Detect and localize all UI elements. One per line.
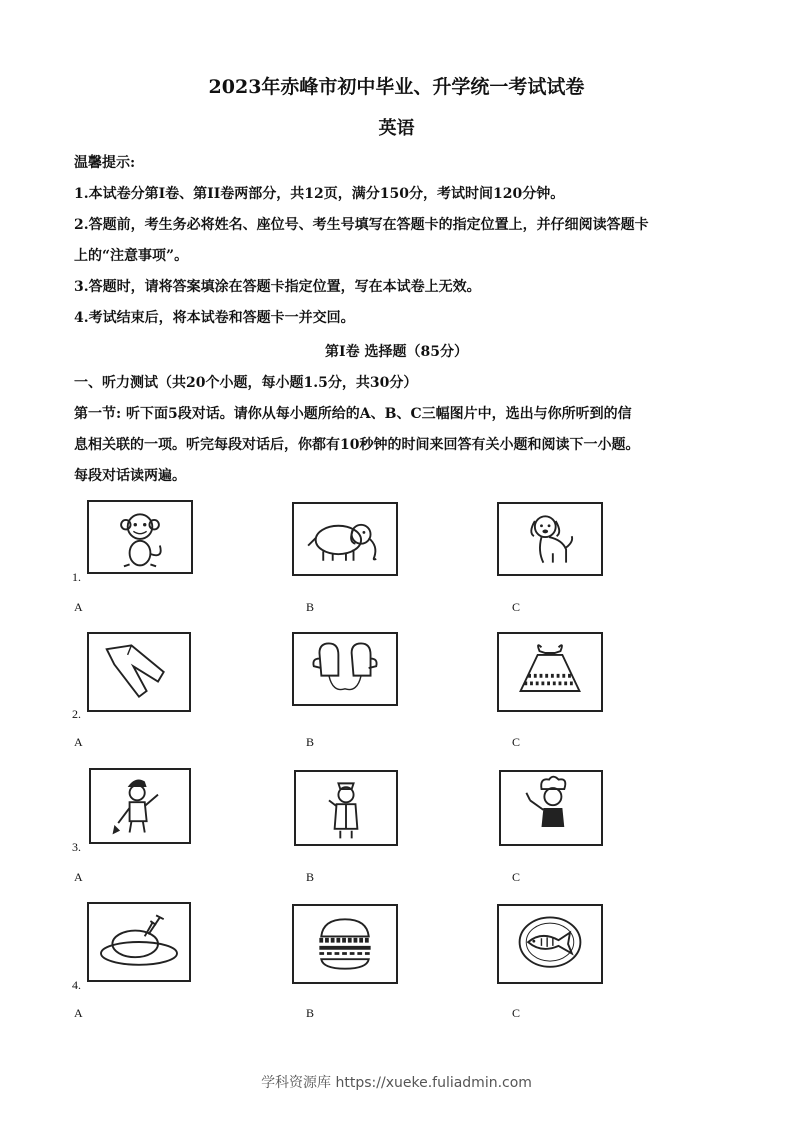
monkey-picture[interactable] [87, 500, 193, 574]
dog-icon [499, 504, 601, 574]
exam-title: 2023年赤峰市初中毕业、升学统一考试试卷 [208, 76, 585, 98]
dog-picture[interactable] [497, 502, 603, 576]
notice-item: 1.本试卷分第I卷、第II卷两部分，共12页，满分150分，考试时间120分钟。 [74, 186, 565, 202]
option-label[interactable]: A [74, 1006, 83, 1020]
option-label[interactable]: C [512, 735, 521, 749]
trousers-icon [89, 634, 189, 710]
skirt-picture[interactable] [497, 632, 603, 712]
notice-heading: 温馨提示: [74, 155, 136, 171]
question-number: 4. [72, 978, 81, 992]
footer-watermark: 学科资源库 https://xueke.fuliadmin.com [261, 1075, 532, 1091]
notice-item: 4.考试结束后，将本试卷和答题卡一并交回。 [74, 310, 355, 326]
monkey-icon [89, 502, 191, 572]
worker-icon [91, 770, 189, 842]
notice-item: 2.答题前，考生务必将姓名、座位号、考生号填写在答题卡的指定位置上，并仔细阅读答题卡 [74, 217, 649, 233]
worker-picture[interactable] [89, 768, 191, 844]
elephant-icon [294, 504, 396, 574]
instruction-line: 每段对话读两遍。 [74, 468, 186, 484]
chicken-picture[interactable] [87, 902, 191, 982]
hamburger-icon [294, 906, 396, 982]
trousers-picture[interactable] [87, 632, 191, 712]
option-label[interactable]: A [74, 870, 83, 884]
option-label[interactable]: B [306, 1006, 315, 1020]
elephant-picture[interactable] [292, 502, 398, 576]
instruction-line: 息相关联的一项。听完每段对话后，你都有10秒钟的时间来回答有关小题和阅读下一小题。 [74, 437, 640, 453]
option-label[interactable]: A [74, 735, 83, 749]
fish-picture[interactable] [497, 904, 603, 984]
option-label[interactable]: B [306, 735, 315, 749]
skirt-icon [499, 634, 601, 710]
gloves-picture[interactable] [292, 632, 398, 706]
notice-item: 3.答题时，请将答案填涂在答题卡指定位置，写在本试卷上无效。 [74, 279, 481, 295]
notice-item: 上的“注意事项”。 [74, 248, 189, 264]
option-label[interactable]: B [306, 870, 315, 884]
hamburger-picture[interactable] [292, 904, 398, 984]
option-label[interactable]: C [512, 600, 521, 614]
cook-icon [501, 772, 601, 844]
instruction-line: 第一节: 听下面5段对话。请你从每小题所给的A、B、C三幅图片中，选出与你所听到的信 [74, 406, 632, 422]
subject-title: 英语 [378, 118, 415, 139]
part-heading: 第I卷 选择题（85分） [325, 344, 468, 360]
question-number: 2. [72, 707, 81, 721]
question-number: 3. [72, 840, 81, 854]
fish-icon [499, 906, 601, 982]
option-label[interactable]: B [306, 600, 315, 614]
cook-picture[interactable] [499, 770, 603, 846]
doctor-picture[interactable] [294, 770, 398, 846]
option-label[interactable]: A [74, 600, 83, 614]
question-number: 1. [72, 570, 81, 584]
gloves-icon [294, 634, 396, 704]
chicken-icon [89, 904, 189, 980]
section-heading: 一、听力测试（共20个小题，每小题1.5分，共30分） [74, 375, 418, 391]
option-label[interactable]: C [512, 870, 521, 884]
option-label[interactable]: C [512, 1006, 521, 1020]
doctor-icon [296, 772, 396, 844]
